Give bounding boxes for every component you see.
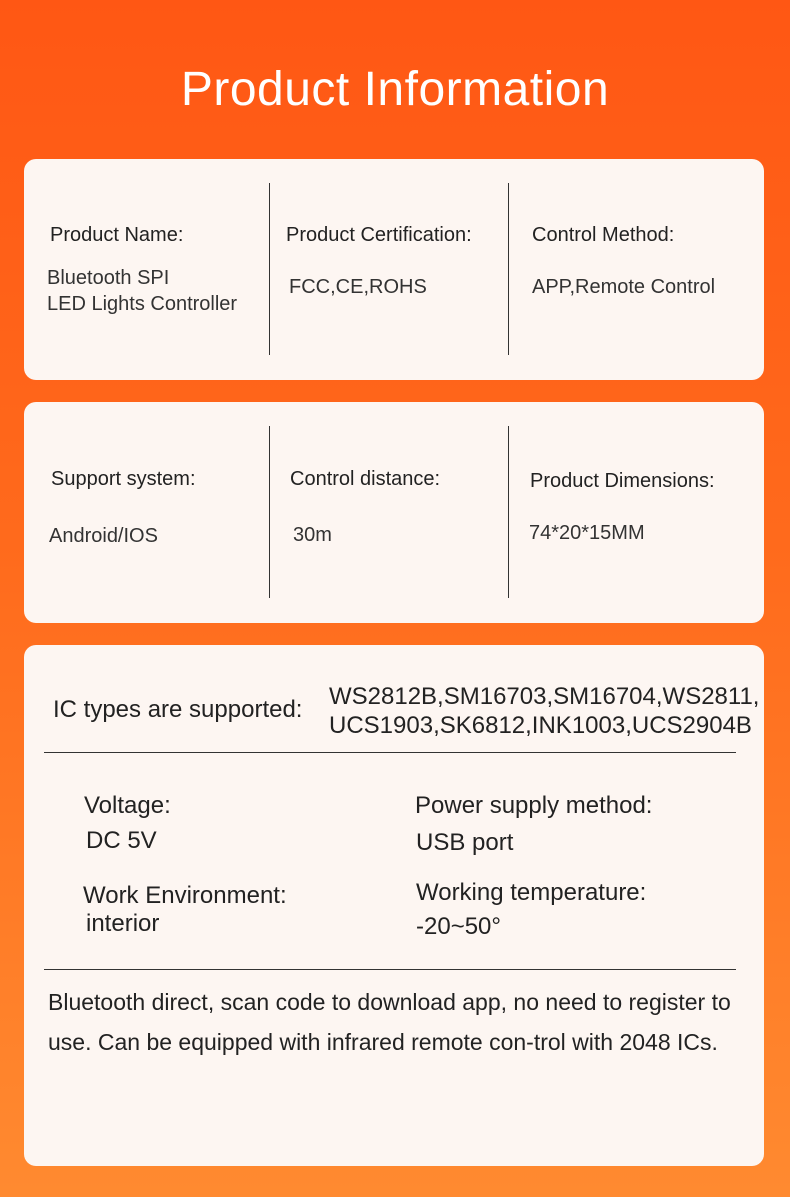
section-divider: [44, 969, 736, 970]
control-method-value: APP,Remote Control: [532, 276, 716, 298]
certification-value: FCC,CE,ROHS: [289, 276, 427, 298]
compatibility-card: [24, 645, 764, 1166]
product-description: Bluetooth direct, scan code to download app, no need to register to use. Can be equipped with infrared remote con-trol with 2048 ICs.: [48, 989, 731, 1055]
dimensions-label: Product Dimensions:: [530, 470, 715, 492]
control-distance-value: 30m: [293, 524, 332, 546]
ic-types-line2: UCS1903,SK6812,INK1003,UCS2904B: [329, 712, 752, 739]
ic-types-label: IC types are supported:: [53, 696, 303, 723]
ic-types-line1: WS2812B,SM16703,SM16704,WS2811,: [329, 683, 760, 710]
product-name-value-line1: Bluetooth SPI: [47, 267, 170, 289]
dimensions-value: 74*20*15MM: [529, 522, 645, 544]
support-system-label: Support system:: [51, 468, 196, 490]
voltage-label: Voltage:: [84, 792, 171, 819]
control-distance-label: Control distance:: [290, 468, 441, 490]
product-name-label: Product Name:: [50, 224, 184, 246]
power-supply-value: USB port: [416, 829, 514, 856]
support-system-value: Android/IOS: [49, 525, 158, 547]
power-supply-label: Power supply method:: [415, 792, 653, 819]
working-temperature-label: Working temperature:: [416, 879, 647, 906]
working-temperature-value: -20~50°: [416, 913, 501, 940]
product-name-value-line2: LED Lights Controller: [47, 293, 238, 315]
control-method-label: Control Method:: [532, 224, 675, 246]
column-divider: [508, 426, 509, 598]
section-divider: [44, 752, 736, 753]
column-divider: [508, 183, 509, 355]
column-divider: [269, 426, 270, 598]
page-title: Product Information: [180, 63, 610, 116]
product-basics-card: [24, 159, 764, 380]
voltage-value: DC 5V: [86, 827, 157, 854]
column-divider: [269, 183, 270, 355]
work-environment-label: Work Environment:: [83, 882, 287, 909]
product-specs-card: [24, 402, 764, 623]
work-environment-value: interior: [86, 910, 160, 937]
certification-label: Product Certification:: [286, 224, 472, 246]
